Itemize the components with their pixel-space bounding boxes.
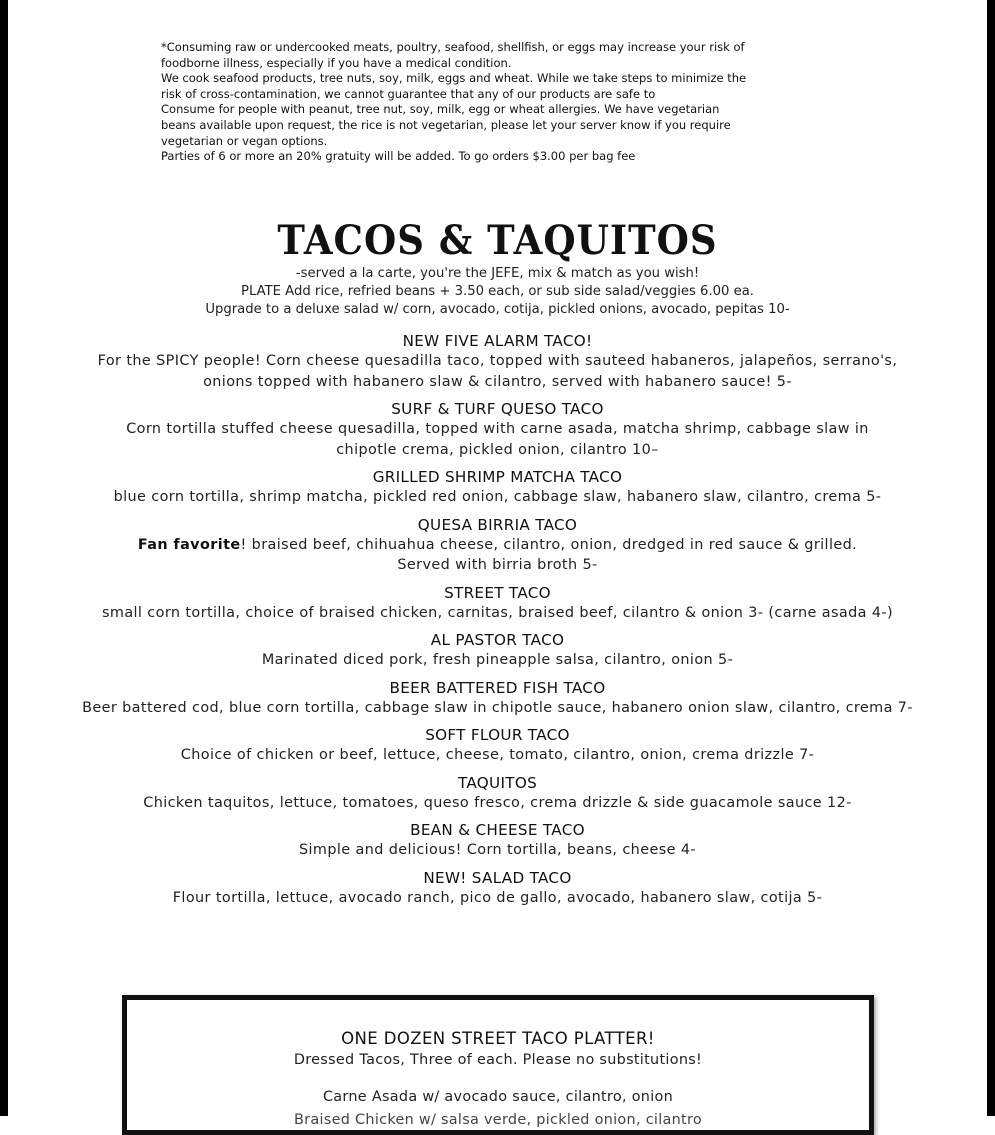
item-desc-line: Beer battered cod, blue corn tortilla, cabbage slaw in chipotle sauce, habanero onion slaw, cilantro, crema 7-	[82, 699, 913, 716]
intro-line: Upgrade to a deluxe salad w/ corn, avocado, cotija, pickled onions, avocado, pepitas 10-	[205, 302, 790, 318]
section-intro	[0, 265, 995, 320]
item-desc-line: small corn tortilla, choice of braised chicken, carnitas, braised beef, cilantro & onion 3- (carne asada 4-)	[102, 604, 893, 621]
menu-item	[0, 468, 995, 508]
platter-line: Carne Asada w/ avocado sauce, cilantro, onion	[322, 1089, 674, 1105]
item-name: NEW! SALAD TACO	[423, 868, 572, 887]
item-desc-text: ! braised beef, chihuahua cheese, cilantro, onion, dredged in red sauce & grilled.	[240, 536, 858, 553]
item-desc-line: Chicken taquitos, lettuce, tomatoes, queso fresco, crema drizzle & side guacamole sauce 12-	[143, 794, 852, 811]
platter-box	[122, 995, 874, 1135]
item-name: TAQUITOS	[457, 773, 538, 792]
intro-line: -served a la carte, you're the JEFE, mix & match as you wish!	[295, 266, 700, 281]
menu-item	[0, 821, 995, 861]
item-name: AL PASTOR TACO	[430, 631, 565, 649]
menu-item	[0, 400, 995, 460]
item-name: BEAN & CHEESE TACO	[410, 821, 585, 839]
item-desc-line	[0, 535, 995, 556]
allergy-disclaimer	[161, 40, 831, 165]
item-highlight: Fan favorite	[137, 536, 241, 553]
disclaimer-line: Parties of 6 or more an 20% gratuity will be added. To go orders $3.00 per bag fee	[161, 149, 636, 164]
item-desc-line: Choice of chicken or beef, lettuce, cheese, tomato, cilantro, onion, crema drizzle 7-	[180, 747, 815, 763]
menu-item	[0, 869, 995, 909]
platter-line: Braised Chicken w/ salsa verde, pickled onion, cilantro	[293, 1112, 702, 1128]
platter-subtitle: Dressed Tacos, Three of each. Please no substitutions!	[293, 1052, 703, 1068]
menu-item	[0, 584, 995, 624]
item-desc-line: Marinated diced pork, fresh pineapple salsa, cilantro, onion 5-	[261, 652, 734, 668]
item-desc-line: onions topped with habanero slaw & cilantro, served with habanero sauce! 5-	[203, 373, 792, 390]
item-desc-line: chipotle crema, pickled onion, cilantro 10–	[336, 441, 659, 458]
section-title: TACOS & TAQUITOS	[277, 216, 718, 264]
item-desc-line: Served with birria broth 5-	[397, 557, 598, 573]
menu-item	[0, 726, 995, 766]
disclaimer-line: foodborne illness, especially if you have a medical condition.	[161, 55, 512, 70]
item-name: GRILLED SHRIMP MATCHA TACO	[372, 468, 623, 486]
menu-item	[0, 679, 995, 719]
item-name: QUESA BIRRIA TACO	[417, 515, 578, 534]
item-desc-line: Flour tortilla, lettuce, avocado ranch, pico de gallo, avocado, habanero slaw, cotija 5-	[172, 889, 823, 906]
disclaimer-line: beans available upon request, the rice is not vegetarian, please let your server know if you require	[161, 117, 731, 132]
item-desc-line: Simple and delicious! Corn tortilla, beans, cheese 4-	[299, 842, 696, 858]
platter-title: ONE DOZEN STREET TACO PLATTER!	[341, 1029, 655, 1048]
item-name: SOFT FLOUR TACO	[425, 726, 570, 744]
disclaimer-line: We cook seafood products, tree nuts, soy, milk, eggs and wheat. While we take steps to minimize the	[161, 71, 747, 86]
menu-item	[0, 631, 995, 671]
intro-line: PLATE Add rice, refried beans + 3.50 each, or sub side salad/veggies 6.00 ea.	[241, 284, 754, 300]
item-name: SURF & TURF QUESO TACO	[391, 400, 604, 418]
menu-item	[0, 774, 995, 814]
disclaimer-line: Consume for people with peanut, tree nut, soy, milk, egg or wheat allergies. We have vegetarian	[161, 102, 720, 117]
menu-items	[0, 332, 995, 916]
disclaimer-line: *Consuming raw or undercooked meats, poultry, seafood, shellfish, or eggs may increase your risk of	[161, 40, 745, 54]
item-name: STREET TACO	[444, 583, 551, 602]
item-desc-line: blue corn tortilla, shrimp matcha, pickled red onion, cabbage slaw, habanero slaw, cilantro, crema 5-	[113, 489, 882, 505]
item-name: BEER BATTERED FISH TACO	[389, 678, 606, 697]
disclaimer-line: risk of cross-contamination, we cannot guarantee that any of our products are safe to	[161, 86, 656, 101]
item-desc-line: For the SPICY people! Corn cheese quesadilla taco, topped with sauteed habaneros, jalapeños, serrano's,	[97, 353, 898, 369]
menu-item	[0, 516, 995, 576]
item-desc-line: Corn tortilla stuffed cheese quesadilla, topped with carne asada, matcha shrimp, cabbage slaw in	[126, 421, 869, 437]
item-name: NEW FIVE ALARM TACO!	[402, 332, 593, 350]
menu-item	[0, 332, 995, 392]
disclaimer-line: vegetarian or vegan options.	[161, 133, 328, 148]
